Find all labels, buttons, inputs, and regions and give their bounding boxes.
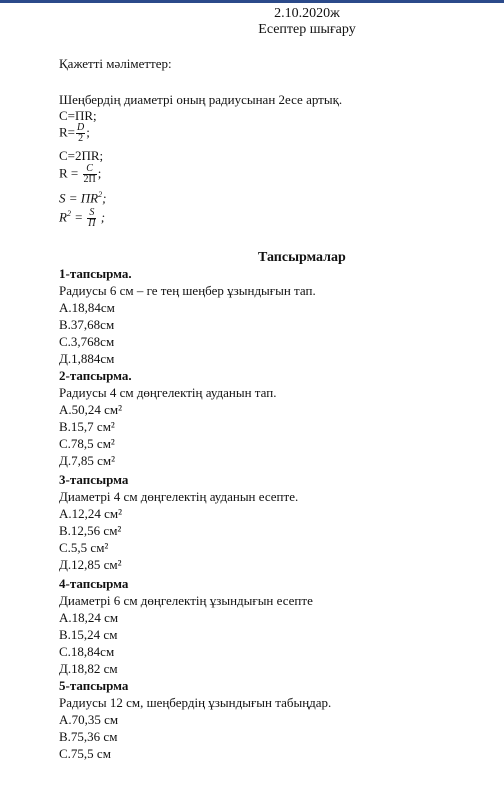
task-option: В.12,56 см²: [59, 523, 122, 538]
task-title: 4-тапсырма: [59, 576, 129, 591]
task-option: А.50,24 см²: [59, 402, 123, 417]
formula-area: $S = ПR^2$;: [59, 190, 107, 206]
task-option: Д.7,85 см²: [59, 453, 116, 468]
task-question: Радиусы 12 см, шеңбердің ұзындығын табыңдар.: [59, 695, 332, 710]
formula-radius-diameter: R= $\frac{D}{2}$ ;: [59, 122, 90, 144]
fraction: $\frac{S}{П}$: [88, 207, 96, 229]
formula-circumference-radius: C=2ПR;: [59, 148, 104, 163]
subject-title: Есептер шығару: [258, 22, 356, 37]
task-question: Радиусы 6 см – ге тең шеңбер ұзындығын тап.: [59, 283, 316, 298]
task-option: В.15,24 см: [59, 627, 118, 642]
task-question: Диаметрі 4 см дөңгелектің ауданын есепте.: [59, 489, 299, 504]
task-title: 3-тапсырма: [59, 472, 129, 487]
task-option: С.5,5 см²: [59, 540, 109, 555]
date: 2.10.2020ж: [274, 6, 340, 21]
task-option: С.78,5 см²: [59, 436, 115, 451]
formula-radius-squared: $R^2$ = $\frac{S}{П}$ ;: [59, 207, 106, 229]
task-option: В.15,7 см²: [59, 419, 115, 434]
task-option: В.75,36 см: [59, 729, 118, 744]
task-option: Д.1,884см: [59, 351, 115, 366]
task-option: Д.18,82 см: [59, 661, 118, 676]
task-option: С.3,768см: [59, 334, 115, 349]
task-option: Д.12,85 см²: [59, 557, 122, 572]
task-option: А.12,24 см²: [59, 506, 123, 521]
property-text: Шеңбердің диаметрі оның радиусынан 2есе артық.: [59, 92, 343, 107]
formula-radius-circumference: R = $\frac{C}{2П}$ ;: [59, 163, 102, 185]
task-option: С.18,84см: [59, 644, 115, 659]
formula-circumference-diameter: C=ПR;: [59, 108, 97, 123]
task-option: С.75,5 см: [59, 746, 111, 761]
fraction: $\frac{D}{2}$: [77, 122, 85, 144]
tasks-title: Тапсырмалар: [258, 250, 346, 265]
task-option: А.18,24 см: [59, 610, 119, 625]
task-option: А.18,84см: [59, 300, 115, 315]
fraction: $\frac{C}{2П}$: [83, 163, 96, 185]
task-option: В.37,68см: [59, 317, 115, 332]
task-option: А.70,35 см: [59, 712, 119, 727]
task-title: 2-тапсырма.: [59, 368, 132, 383]
task-question: Диаметрі 6 см дөңгелектің ұзындығын есепте: [59, 593, 313, 608]
task-question: Радиусы 4 см дөңгелектің ауданын тап.: [59, 385, 277, 400]
task-title: 1-тапсырма.: [59, 266, 132, 281]
data-heading: Қажетті мәліметтер:: [59, 56, 172, 71]
task-title: 5-тапсырма: [59, 678, 129, 693]
